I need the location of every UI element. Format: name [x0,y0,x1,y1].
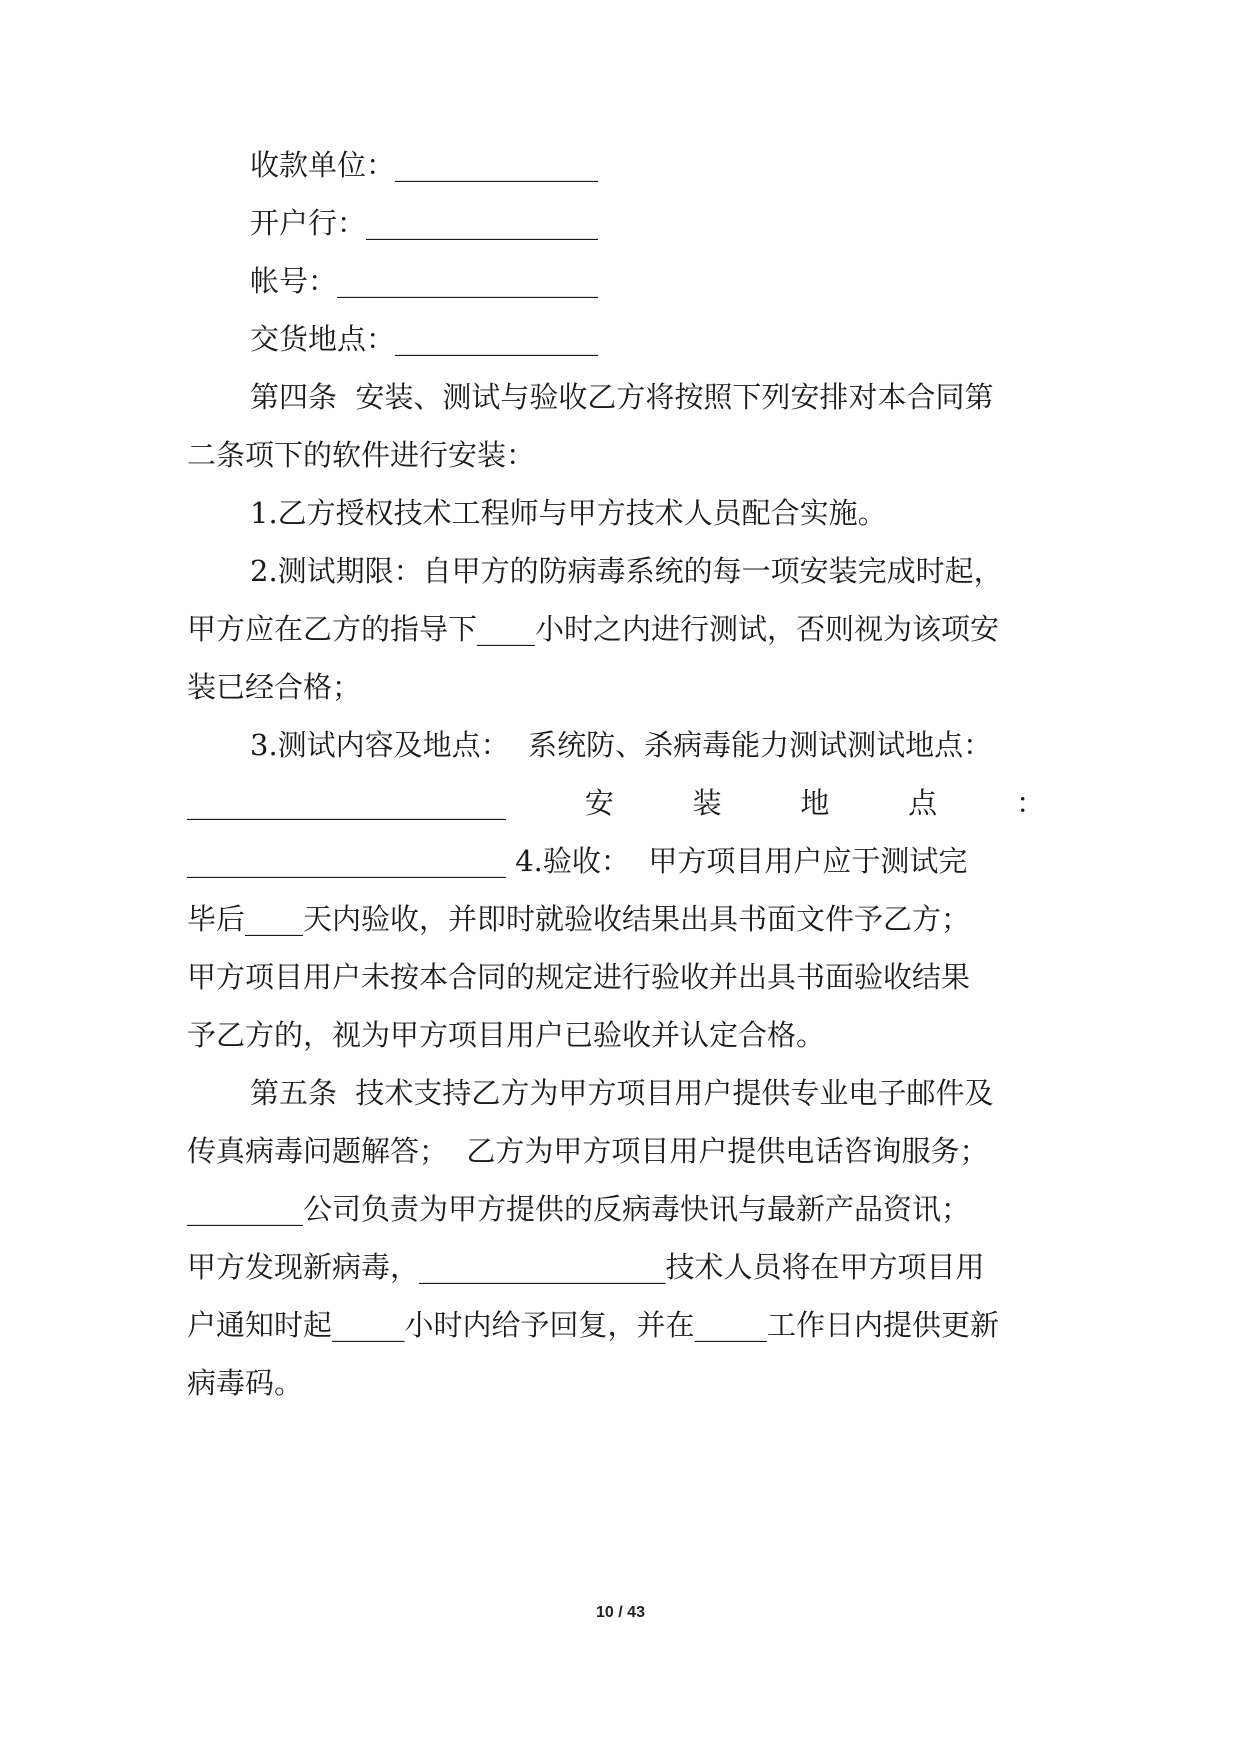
article-4-text: 二条项下的软件进行安装： [187,438,536,472]
field-payee: 收款单位：______________ [250,148,599,182]
article-5-text: ________公司负责为甲方提供的反病毒快讯与最新产品资讯； [187,1192,971,1226]
field-account: 帐号：__________________ [250,264,599,298]
field-bank: 开户行：________________ [250,206,599,240]
clause-2-text-end: 装已经合格； [187,670,362,704]
page-number: 10 / 43 [596,1604,645,1621]
article-5-text-end: 病毒码。 [187,1366,304,1400]
article-5-text: 甲方发现新病毒，_________________技术人员将在甲方项目用 [187,1250,985,1284]
article-5-heading: 第五条 技术支持乙方为甲方项目用户提供专业电子邮件及 [250,1076,994,1110]
field-delivery-place: 交货地点：______________ [250,322,599,356]
clause-1: 1.乙方授权技术工程师与甲方技术人员配合实施。 [250,496,887,530]
clause-4: ______________________ 4.验收： 甲方项目用户应于测试完 [187,844,968,878]
install-location-line [187,783,1045,823]
article-4-heading: 第四条 安装、测试与验收乙方将按照下列安排对本合同第 [250,380,994,414]
clause-4-text-end: 予乙方的，视为甲方项目用户已验收并认定合格。 [187,1018,826,1052]
install-location-char: 地 [800,786,830,820]
install-location-char: 安 [584,786,614,820]
clause-2: 2.测试期限：自甲方的防病毒系统的每一项安装完成时起， [250,554,1003,588]
article-5-text: 传真病毒问题解答； 乙方为甲方项目用户提供电话咨询服务； [187,1134,989,1168]
clause-4-text: 毕后____天内验收，并即时就验收结果出具书面文件予乙方； [187,902,971,936]
clause-3: 3.测试内容及地点： 系统防、杀病毒能力测试测试地点： [250,728,993,762]
install-location-char: ： [1015,786,1045,820]
install-location-char: 装 [692,786,722,820]
install-location-char: 点 [908,786,938,820]
clause-4-text: 甲方项目用户未按本合同的规定进行验收并出具书面验收结果 [187,960,971,994]
install-location-blank: ______________________ [187,786,506,820]
clause-2-text: 甲方应在乙方的指导下____小时之内进行测试，否则视为该项安 [187,612,1000,646]
article-5-text: 户通知时起_____小时内给予回复，并在_____工作日内提供更新 [187,1308,1000,1342]
